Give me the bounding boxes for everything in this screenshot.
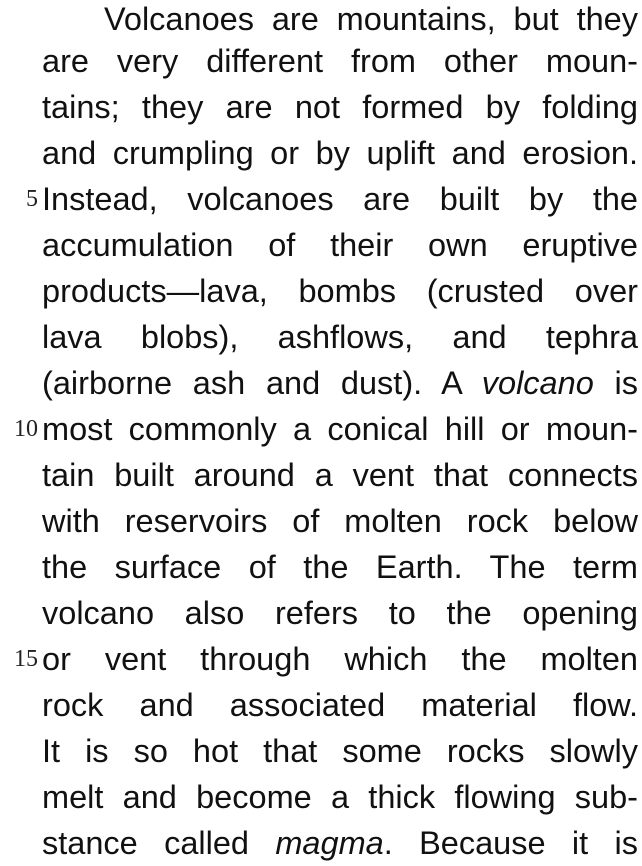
passage-line-14: volcano also refers to the opening: [42, 595, 638, 631]
term-magma: magma: [275, 825, 384, 861]
passage-line-3: tains; they are not formed by folding: [42, 89, 638, 125]
passage-line-9: [42, 360, 638, 406]
passage-line-16: rock and associated material flow.: [42, 687, 638, 723]
term-volcano: volcano: [481, 365, 594, 401]
passage-line-18: melt and become a thick flowing sub-: [42, 779, 638, 815]
passage-line-11: tain built around a vent that connects: [42, 457, 638, 493]
passage-line-6: accumulation of their own eruptive: [42, 227, 638, 263]
line-number-15: 15: [14, 646, 38, 672]
line-number-10: 10: [14, 416, 38, 442]
line-number-5: 5: [26, 186, 38, 212]
line-9-text-before: (airborne ash and dust). A: [42, 365, 482, 401]
passage-line-12: with reservoirs of molten rock below: [42, 503, 638, 539]
passage-line-8: lava blobs), ashflows, and tephra: [42, 319, 638, 355]
passage-line-1: Volcanoes are mountains, but they: [104, 1, 638, 37]
passage-line-13: the surface of the Earth. The term: [42, 549, 638, 585]
line-19-text-after: . Because it is: [383, 825, 638, 861]
passage-line-17: It is so hot that some rocks slowly: [42, 733, 638, 769]
passage-line-15: or vent through which the molten: [42, 641, 638, 677]
passage-line-5: Instead, volcanoes are built by the: [42, 181, 638, 217]
line-19-text-before: stance called: [42, 825, 276, 861]
passage-line-19: [42, 820, 638, 866]
line-9-text-after: is: [593, 365, 639, 401]
passage-line-7: products—lava, bombs (crusted over: [42, 273, 638, 309]
passage-line-4: and crumpling or by uplift and erosion.: [42, 135, 638, 171]
passage-line-2: are very different from other moun-: [42, 43, 638, 79]
passage-line-10: most commonly a conical hill or moun-: [42, 411, 638, 447]
